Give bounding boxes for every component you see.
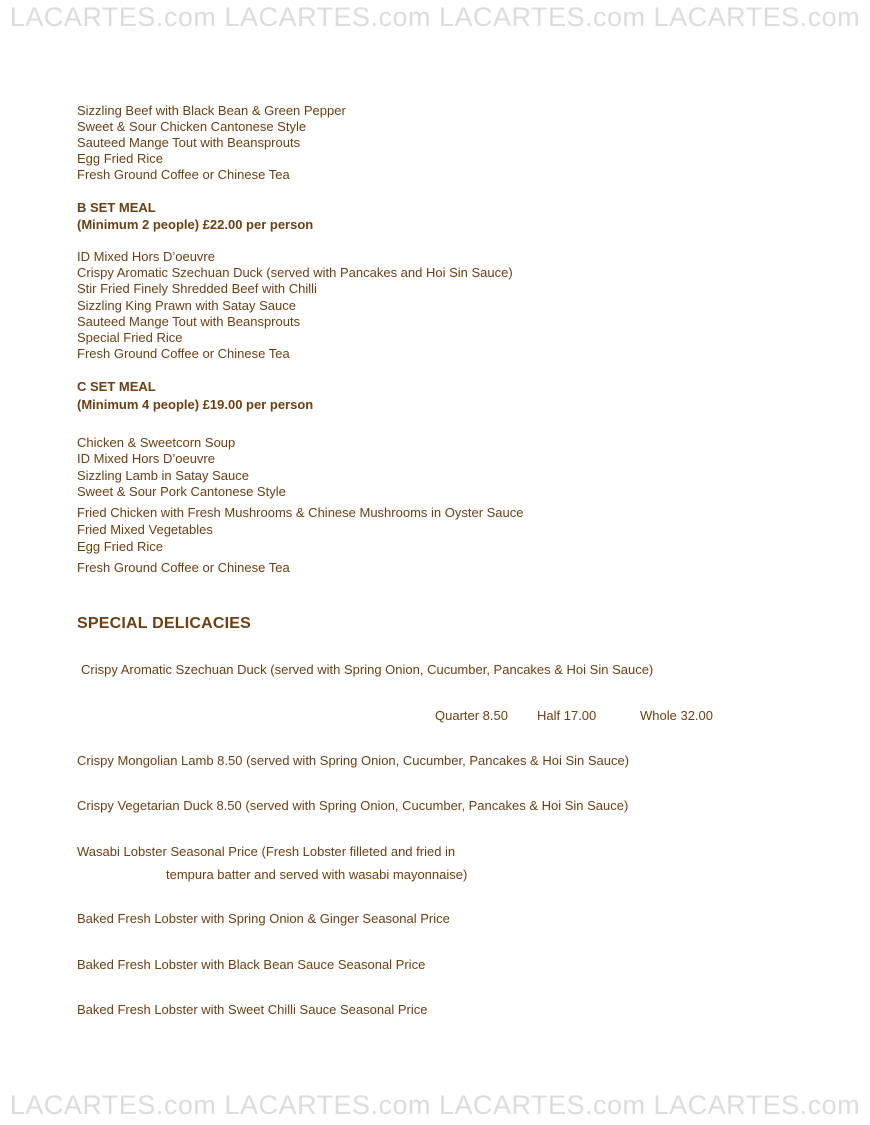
c-set-item: Sweet & Sour Pork Cantonese Style [77,484,286,499]
lobster-chilli-item: Baked Fresh Lobster with Sweet Chilli Sauce Seasonal Price [77,1002,428,1017]
c-set-subtitle: (Minimum 4 people) £19.00 per person [77,397,314,412]
c-set-item: Sizzling Lamb in Satay Sauce [77,468,249,483]
b-set-item: ID Mixed Hors D’oeuvre [77,249,215,264]
b-set-item: Stir Fried Finely Shredded Beef with Chilli [77,281,317,296]
wasabi-lobster-item: Wasabi Lobster Seasonal Price (Fresh Lobster filleted and fried in [77,844,456,859]
mongolian-lamb-item: Crispy Mongolian Lamb 8.50 (served with Spring Onion, Cucumber, Pancakes & Hoi Sin Sauce) [77,753,630,768]
watermark-bottom: LACARTES.com LACARTES.com LACARTES.com LACARTES.com [9,1090,861,1120]
b-set-title: B SET MEAL [77,200,156,215]
a-set-item: Egg Fried Rice [77,151,163,166]
a-set-item: Sauteed Mange Tout with Beansprouts [77,135,301,150]
c-set-item: ID Mixed Hors D’oeuvre [77,451,215,466]
b-set-item: Crispy Aromatic Szechuan Duck (served with Pancakes and Hoi Sin Sauce) [77,265,513,280]
duck-price-half: Half 17.00 [537,708,597,723]
b-set-item: Sizzling King Prawn with Satay Sauce [77,298,296,313]
lobster-ginger-item: Baked Fresh Lobster with Spring Onion & Ginger Seasonal Price [77,911,450,926]
wasabi-lobster-desc: tempura batter and served with wasabi mayonnaise) [166,867,468,882]
b-set-subtitle: (Minimum 2 people) £22.00 per person [77,217,314,232]
watermark-top: LACARTES.com LACARTES.com LACARTES.com LACARTES.com [9,2,861,32]
duck-price-whole: Whole 32.00 [640,708,713,723]
c-set-item: Egg Fried Rice [77,539,163,554]
b-set-item: Sauteed Mange Tout with Beansprouts [77,314,301,329]
c-set-item: Fried Chicken with Fresh Mushrooms & Chinese Mushrooms in Oyster Sauce [77,505,524,520]
vegetarian-duck-item: Crispy Vegetarian Duck 8.50 (served with Spring Onion, Cucumber, Pancakes & Hoi Sin Sauce) [77,798,629,813]
a-set-item: Fresh Ground Coffee or Chinese Tea [77,167,290,182]
c-set-title: C SET MEAL [77,379,156,394]
special-heading: SPECIAL DELICACIES [77,615,251,632]
c-set-item: Fried Mixed Vegetables [77,522,213,537]
b-set-item: Fresh Ground Coffee or Chinese Tea [77,346,290,361]
szechuan-duck-item: Crispy Aromatic Szechuan Duck (served with Spring Onion, Cucumber, Pancakes & Hoi Sin Sauce) [81,662,654,677]
lobster-blackbean-item: Baked Fresh Lobster with Black Bean Sauce Seasonal Price [77,957,426,972]
duck-price-quarter: Quarter 8.50 [435,708,508,723]
a-set-item: Sizzling Beef with Black Bean & Green Pepper [77,103,346,118]
a-set-item: Sweet & Sour Chicken Cantonese Style [77,119,307,134]
c-set-item: Fresh Ground Coffee or Chinese Tea [77,560,290,575]
b-set-item: Special Fried Rice [77,330,183,345]
c-set-item: Chicken & Sweetcorn Soup [77,435,236,450]
